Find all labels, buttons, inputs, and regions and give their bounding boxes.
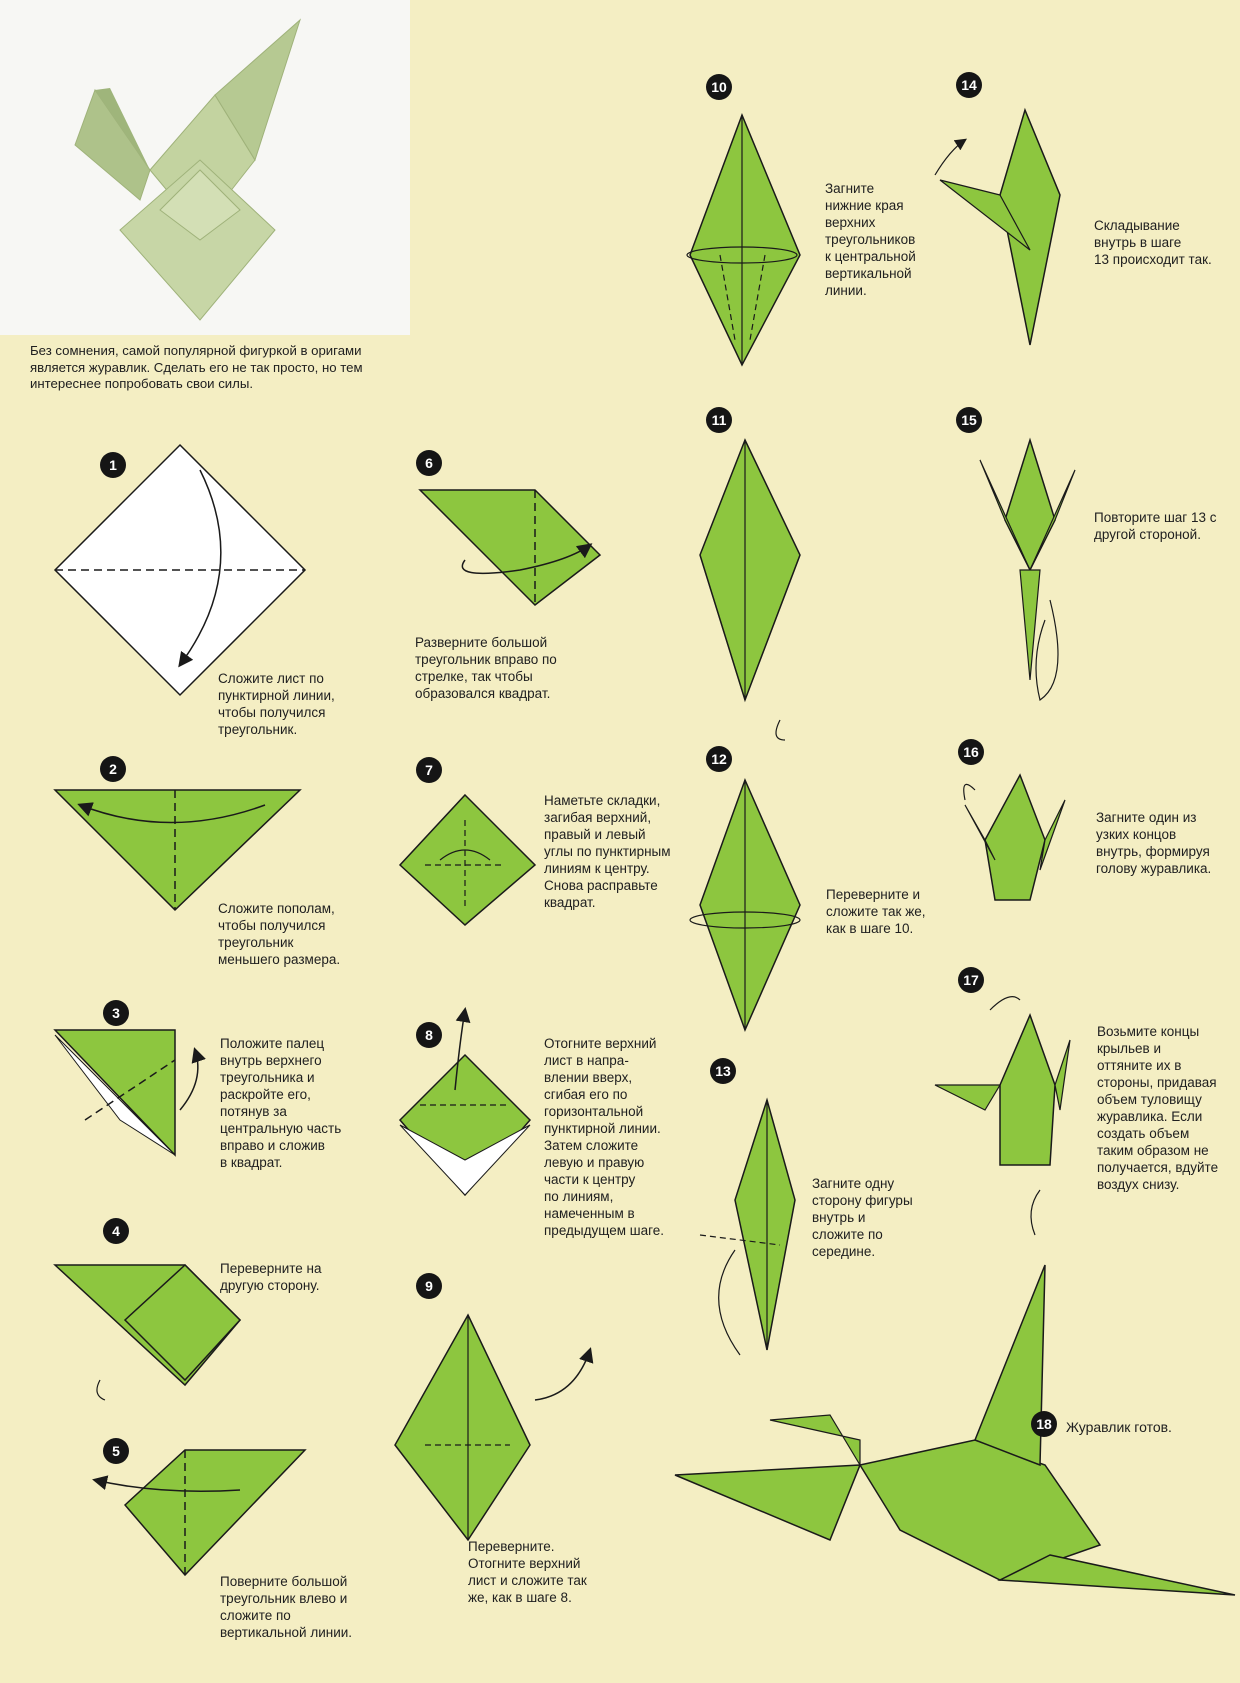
step-5-number: 5 <box>103 1438 129 1464</box>
step-5-text: Поверните большой треугольник влево и сложите по вертикальной линии. <box>220 1574 353 1640</box>
step-18-number: 18 <box>1031 1411 1057 1437</box>
step-8-number: 8 <box>416 1022 442 1048</box>
step-13-number: 13 <box>710 1058 736 1084</box>
step-2-text: Сложите пополам, чтобы получился треугольник меньшего размера. <box>218 901 341 967</box>
step-10-text: Загните нижние края верхних треугольников к центральной вертикальной линии. <box>825 181 916 298</box>
step-1-diagram <box>55 445 305 695</box>
step-13-text: Загните одну сторону фигуры внутрь и сложите по середине. <box>812 1176 913 1259</box>
step-15-number: 15 <box>956 407 982 433</box>
crane-photo <box>0 0 410 335</box>
step-11-number: 11 <box>706 407 732 433</box>
step-10-number: 10 <box>706 74 732 100</box>
step-13-diagram <box>700 1100 795 1355</box>
step-9-text: Переверните. Отогните верхний лист и сложите так же, как в шаге 8. <box>468 1539 587 1605</box>
step-15-diagram <box>980 440 1075 700</box>
step-11-diagram <box>700 440 800 740</box>
step-3-number: 3 <box>103 1000 129 1026</box>
step-9-diagram <box>395 1315 590 1540</box>
step-16-text: Загните один из узких концов внутрь, формируя голову журавлика. <box>1096 810 1212 876</box>
step-17-diagram <box>935 997 1070 1235</box>
step-16-diagram <box>964 775 1065 900</box>
intro-text: Без сомнения, самой популярной фигуркой в оригами является журавлик. Сделать его не так просто, но тем интереснее попробовать свои силы. <box>30 343 363 391</box>
step-14-number: 14 <box>956 72 982 98</box>
step-18-text: Журавлик готов. <box>1066 1419 1172 1435</box>
step-4-number: 4 <box>103 1218 129 1244</box>
step-7-number: 7 <box>416 757 442 783</box>
step-2-diagram <box>55 790 300 910</box>
step-4-diagram <box>55 1265 240 1400</box>
step-4-text: Переверните на другую сторону. <box>220 1261 322 1293</box>
step-9-number: 9 <box>416 1273 442 1299</box>
step-15-text: Повторите шаг 13 с другой стороной. <box>1094 510 1217 542</box>
step-8-text: Отогните верхний лист в напра- влении вверх, сгибая его по горизонтальной пунктирной линии. Затем сложите левую и правую части к центру по линиям, намеченным в предыдущем шаге. <box>544 1036 664 1238</box>
step-14-diagram <box>935 110 1060 345</box>
step-7-diagram <box>400 795 535 925</box>
step-10-diagram <box>687 115 800 365</box>
step-1-number: 1 <box>100 452 126 478</box>
step-2-number: 2 <box>100 756 126 782</box>
step-14-text: Складывание внутрь в шаге 13 происходит так. <box>1094 218 1212 267</box>
step-1-text: Сложите лист по пунктирной линии, чтобы получился треугольник. <box>218 671 335 737</box>
step-12-number: 12 <box>706 746 732 772</box>
step-7-text: Наметьте складки, загибая верхний, правый и левый углы по пунктирным линиям к центру. Снова расправьте квадрат. <box>544 793 671 910</box>
step-12-text: Переверните и сложите так же, как в шаге 10. <box>826 887 926 936</box>
step-17-number: 17 <box>958 967 984 993</box>
step-6-text: Разверните большой треугольник вправо по стрелке, так чтобы образовался квадрат. <box>415 635 557 701</box>
step-16-number: 16 <box>958 739 984 765</box>
step-6-number: 6 <box>416 450 442 476</box>
step-12-diagram <box>690 780 800 1030</box>
step-6-diagram <box>420 490 600 605</box>
step-17-text: Возьмите концы крыльев и оттяните их в стороны, придавая объем туловищу журавлика. Если создать объем таким образом не получается, вдуйте воздух снизу. <box>1097 1024 1219 1192</box>
step-3-text: Положите палец внутрь верхнего треугольника и раскройте его, потянув за центральную часть вправо и сложив в квадрат. <box>220 1036 342 1170</box>
step-3-diagram <box>55 1030 198 1155</box>
step-5-diagram <box>95 1450 305 1575</box>
